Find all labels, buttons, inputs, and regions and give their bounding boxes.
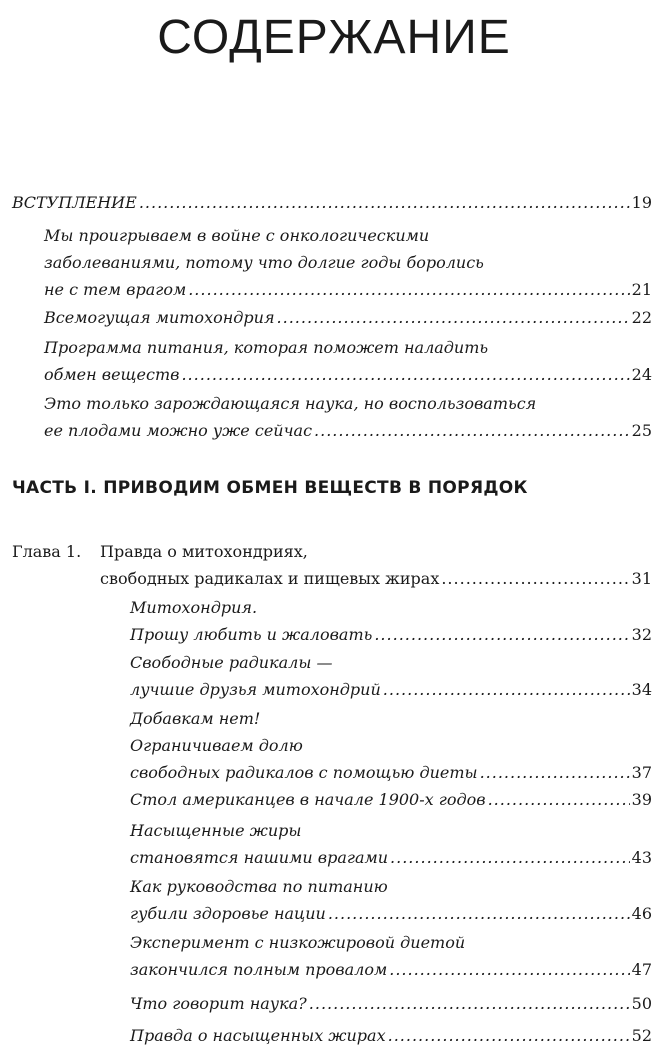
toc-entry-label: Прошу любить и жаловать bbox=[130, 625, 373, 644]
toc-page-number: 50 bbox=[631, 994, 652, 1013]
toc-page-number: 31 bbox=[631, 569, 652, 588]
dot-leader bbox=[139, 189, 630, 216]
toc-entry-label: Правда о насыщенных жирах bbox=[130, 1026, 386, 1045]
toc-entry-line: Эксперимент с низкожировой диетой bbox=[130, 933, 466, 952]
toc-entry-line: Программа питания, которая поможет наладить bbox=[44, 338, 489, 357]
toc-page-number: 37 bbox=[631, 763, 652, 782]
toc-entry[interactable] bbox=[130, 705, 652, 786]
chapter-number: Глава 1. bbox=[12, 542, 82, 561]
dot-leader bbox=[390, 844, 630, 871]
toc-page-number: 39 bbox=[631, 790, 652, 809]
dot-leader bbox=[188, 276, 629, 303]
toc-entry-label: лучшие друзья митохондрий bbox=[130, 680, 381, 699]
dot-leader bbox=[181, 361, 629, 388]
toc-entry-label: ее плодами можно уже сейчас bbox=[44, 421, 313, 440]
dot-leader bbox=[309, 990, 630, 1017]
toc-entry[interactable] bbox=[44, 304, 652, 331]
toc-entry[interactable] bbox=[130, 873, 652, 927]
toc-entry[interactable] bbox=[44, 222, 652, 303]
toc-entry[interactable] bbox=[130, 649, 652, 703]
toc-page-number: 19 bbox=[631, 193, 652, 212]
dot-leader bbox=[389, 956, 629, 983]
toc-entry-line: Свободные радикалы — bbox=[130, 653, 333, 672]
dot-leader bbox=[314, 417, 630, 444]
toc-entry[interactable] bbox=[130, 817, 652, 871]
toc-entry[interactable] bbox=[130, 990, 652, 1017]
toc-entry-label: ВСТУПЛЕНИЕ bbox=[12, 193, 137, 212]
toc-page-number: 47 bbox=[631, 960, 652, 979]
toc-page-number: 24 bbox=[631, 365, 652, 384]
toc-entry-label: свободных радикалах и пищевых жирах bbox=[100, 569, 440, 588]
toc-entry-label: не с тем врагом bbox=[44, 280, 187, 299]
dot-leader bbox=[488, 786, 630, 813]
toc-entry-label: Что говорит наука? bbox=[130, 994, 307, 1013]
dot-leader bbox=[480, 759, 630, 786]
toc-entry-label: губили здоровье нации bbox=[130, 904, 326, 923]
toc-page-number: 34 bbox=[631, 680, 652, 699]
toc-entry-label: обмен веществ bbox=[44, 365, 180, 384]
toc-page-number: 21 bbox=[631, 280, 652, 299]
toc-page-number: 52 bbox=[631, 1026, 652, 1045]
toc-page-number: 46 bbox=[631, 904, 652, 923]
toc-entry-line: Как руководства по питанию bbox=[130, 877, 388, 896]
toc-entry[interactable] bbox=[44, 334, 652, 388]
toc-page-number: 43 bbox=[631, 848, 652, 867]
toc-entry-line: Митохондрия. bbox=[130, 598, 258, 617]
dot-leader bbox=[441, 565, 629, 592]
dot-leader bbox=[328, 900, 630, 927]
dot-leader bbox=[374, 621, 629, 648]
toc-entry[interactable] bbox=[44, 390, 652, 444]
toc-entry-line: заболеваниями, потому что долгие годы боролись bbox=[44, 253, 484, 272]
toc-entry[interactable] bbox=[130, 1022, 652, 1049]
part-heading: ЧАСТЬ I. ПРИВОДИМ ОБМЕН ВЕЩЕСТВ В ПОРЯДОК bbox=[12, 478, 528, 498]
toc-entry-line: Это только зарождающаяся наука, но воспользоваться bbox=[44, 394, 537, 413]
dot-leader bbox=[277, 304, 630, 331]
toc-page-number: 22 bbox=[631, 308, 652, 327]
toc-entry-label: становятся нашими врагами bbox=[130, 848, 389, 867]
toc-entry-line: Добавкам нет! bbox=[130, 709, 261, 728]
toc-entry-line: Ограничиваем долю bbox=[130, 736, 303, 755]
toc-entry[interactable] bbox=[130, 786, 652, 813]
toc-entry[interactable] bbox=[130, 929, 652, 983]
toc-entry-label: Всемогущая митохондрия bbox=[44, 308, 275, 327]
toc-entry-line: Мы проигрываем в войне с онкологическими bbox=[44, 226, 430, 245]
toc-entry-line: Правда о митохондриях, bbox=[100, 542, 308, 561]
toc-page-number: 25 bbox=[631, 421, 652, 440]
toc-entry-label: закончился полным провалом bbox=[130, 960, 388, 979]
page-title: СОДЕРЖАНИЕ bbox=[157, 11, 511, 64]
toc-entry-intro[interactable] bbox=[12, 189, 652, 216]
toc-entry-line: Насыщенные жиры bbox=[130, 821, 302, 840]
toc-page-number: 32 bbox=[631, 625, 652, 644]
toc-chapter-entry[interactable] bbox=[100, 538, 652, 592]
toc-entry-label: свободных радикалов с помощью диеты bbox=[130, 763, 478, 782]
toc-entry-label: Стол американцев в начале 1900-х годов bbox=[130, 790, 486, 809]
dot-leader bbox=[388, 1022, 630, 1049]
toc-entry[interactable] bbox=[130, 594, 652, 648]
dot-leader bbox=[383, 676, 630, 703]
